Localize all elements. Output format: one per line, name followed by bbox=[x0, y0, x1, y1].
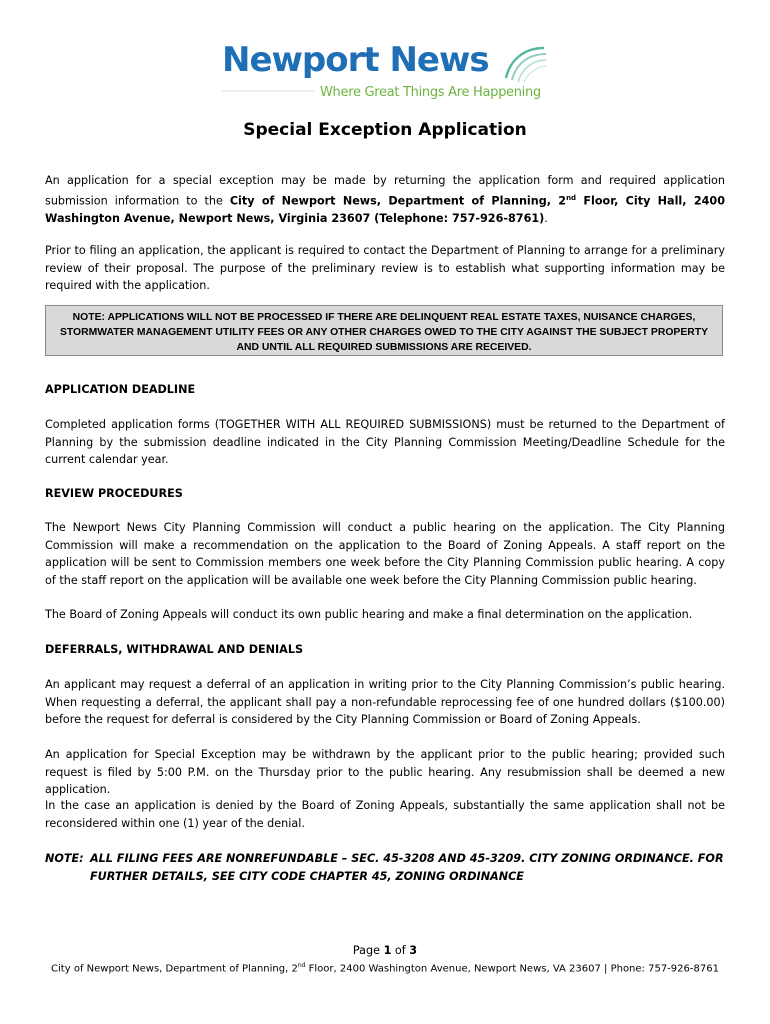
logo-wordmark: Newport News bbox=[222, 40, 489, 80]
page-total: 3 bbox=[409, 944, 418, 957]
intro-address-a: City of Newport News, Department of Planning, 2 bbox=[229, 194, 567, 208]
review-heading: REVIEW PROCEDURES bbox=[45, 487, 183, 500]
intro-end: . bbox=[544, 211, 548, 225]
review-paragraph-1: The Newport News City Planning Commission will conduct a public hearing on the application. The City Planning Commission will make a recommendation on the application to the Board of Zoning Appeals. A staff report on the application will be sent to Commission members one week before the City Planning Commission public hearing. A copy of the staff report on the application will be available one week before the City Planning Commission public hearing. bbox=[45, 521, 725, 587]
footer-address bbox=[0, 962, 770, 974]
deferrals-paragraph-3: In the case an application is denied by the Board of Zoning Appeals, substantially the same application shall not be reconsidered within one (1) year of the denial. bbox=[45, 799, 725, 830]
intro-address-sup: nd bbox=[566, 193, 577, 202]
logo-tagline: Where Great Things Are Happening bbox=[320, 85, 541, 100]
logo-underline bbox=[222, 90, 314, 92]
review-paragraph-2: The Board of Zoning Appeals will conduct its own public hearing and make a final determination on the application. bbox=[45, 608, 693, 621]
wave-swoosh-icon bbox=[502, 42, 548, 84]
deadline-heading: APPLICATION DEADLINE bbox=[45, 383, 196, 396]
deferrals-paragraph-2: An application for Special Exception may be withdrawn by the applicant prior to the public hearing; provided such request is filed by 5:00 P.M. on the Thursday prior to the public hearing. Any resubmission shall be deemed a new application. bbox=[45, 748, 725, 797]
note-text: ALL FILING FEES ARE NONREFUNDABLE – SEC. 45-3208 AND 45-3209. CITY ZONING ORDINANCE. FOR FURTHER DETAILS, SEE CITY CODE CHAPTER 45, ZONING ORDINANCE bbox=[90, 852, 724, 883]
footer-address-sup: nd bbox=[297, 962, 306, 969]
footer-address-a: City of Newport News, Department of Planning, 2 bbox=[51, 963, 298, 975]
footer-address-b: Floor, 2400 Washington Avenue, Newport News, VA 23607 | Phone: 757-926-8761 bbox=[305, 963, 719, 975]
intro-address-b: Floor, City Hall, 2400 Washington Avenue, Newport News, Virginia 23607 (Telephone: 757-926-8761) bbox=[45, 194, 725, 225]
city-logo bbox=[222, 40, 552, 108]
page-title: Special Exception Application bbox=[243, 120, 527, 140]
page-number bbox=[0, 944, 770, 957]
page-current: 1 bbox=[383, 944, 392, 957]
deadline-paragraph: Completed application forms (TOGETHER WITH ALL REQUIRED SUBMISSIONS) must be returned to the Department of Planning by the submission deadline indicated in the City Planning Commission Meeting/Deadline Schedule for the current calendar year. bbox=[45, 418, 725, 467]
delinquency-notice-box: NOTE: APPLICATIONS WILL NOT BE PROCESSED IF THERE ARE DELINQUENT REAL ESTATE TAXES, NUISANCE CHARGES, STORMWATER MANAGEMENT UTILITY FEES OR ANY OTHER CHARGES OWED TO THE CITY AGAINST THE SUBJECT PROPERTY AND UNTIL ALL REQUIRED SUBMISSIONS ARE RECEIVED. bbox=[45, 305, 723, 356]
note-label: NOTE: bbox=[45, 852, 84, 865]
prior-review-paragraph: Prior to filing an application, the applicant is required to contact the Department of Planning to arrange for a preliminary review of their proposal. The purpose of the preliminary review is to establish what supporting information may be required with the application. bbox=[45, 244, 725, 293]
intro-paragraph bbox=[45, 172, 725, 228]
page-prefix: Page bbox=[352, 944, 384, 957]
page-of: of bbox=[391, 944, 410, 957]
deferrals-heading: DEFERRALS, WITHDRAWAL AND DENIALS bbox=[45, 643, 304, 656]
deferrals-paragraph-1: An applicant may request a deferral of an application in writing prior to the City Planning Commission’s public hearing. When requesting a deferral, the applicant shall pay a non-refundable reprocessing fee of one hundred dollars ($100.00) before the request for deferral is considered by the City Planning Commission or Board of Zoning Appeals. bbox=[45, 678, 725, 727]
intro-text: An application for a special exception may be made by returning the application form and required application submission information to the bbox=[45, 174, 725, 208]
